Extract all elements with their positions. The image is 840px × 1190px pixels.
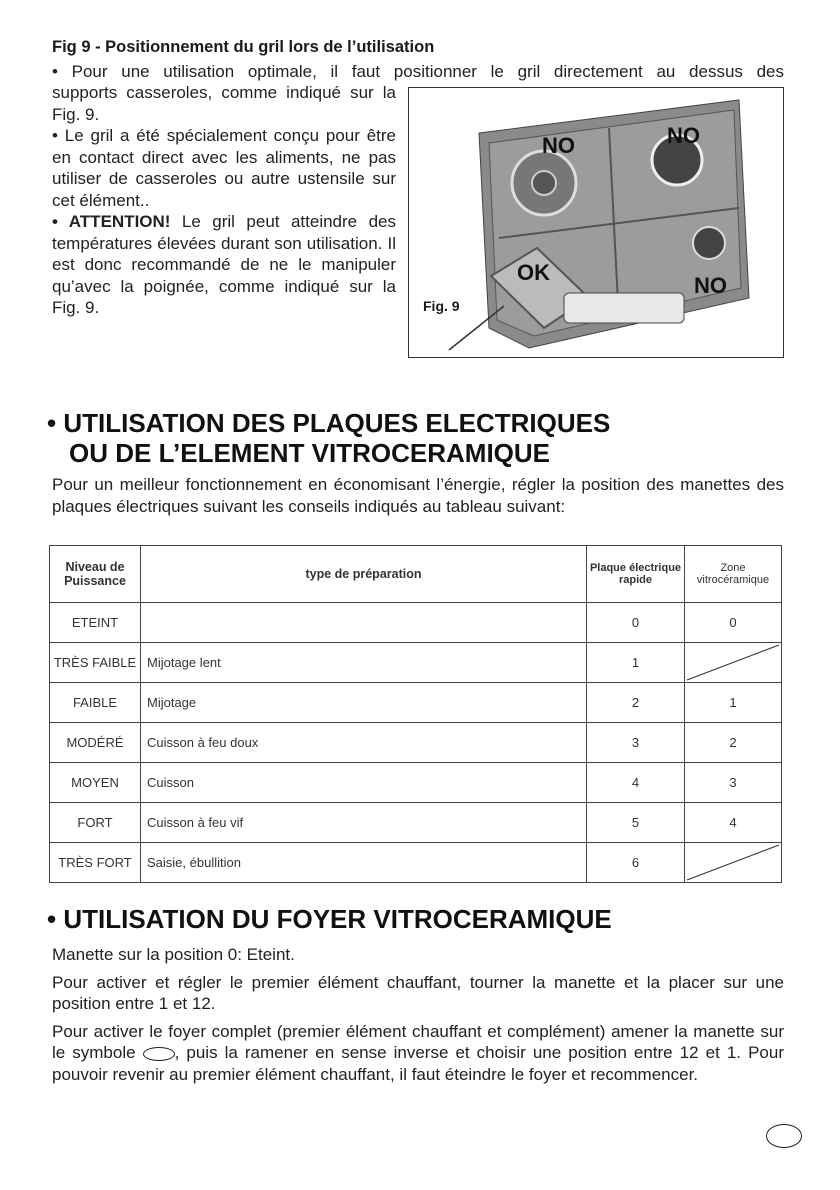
section2-p3 (52, 1021, 784, 1086)
power-level-table (49, 545, 782, 883)
prep-cell: Mijotage (141, 683, 587, 723)
table-row (50, 843, 782, 883)
section1-heading (47, 408, 610, 468)
zone-cell: 0 (685, 603, 782, 643)
section2-p2: Pour activer et régler le premier élément chauffant, tourner la manette et la placer sur une position entre 1 et 12. (52, 972, 784, 1013)
plaque-cell: 3 (587, 723, 685, 763)
plaque-cell: 4 (587, 763, 685, 803)
not-applicable-slash (685, 643, 781, 682)
prep-cell: Mijotage lent (141, 643, 587, 683)
oval-symbol-icon (143, 1047, 175, 1061)
attention-text: Le gril peut atteindre des températures élevées durant son utilisation. Il est donc recommandé de ne le manipuler qu’avec la poignée, comme indiqué sur la Fig. 9. (52, 212, 396, 317)
section1-title-line1: • UTILISATION DES PLAQUES ELECTRIQUES (47, 408, 611, 438)
table-row (50, 803, 782, 843)
section2-title: • UTILISATION DU FOYER VITROCERAMIQUE (47, 904, 612, 934)
prep-cell (141, 603, 587, 643)
level-cell: MODÉRÉ (50, 723, 141, 763)
prep-cell: Cuisson à feu doux (141, 723, 587, 763)
table-row (50, 603, 782, 643)
section1-body: Pour un meilleur fonctionnement en économisant l’énergie, régler la position des manettes des plaques électriques suivant les conseils indiqués au tableau suivant: (52, 475, 784, 516)
attention-label: • ATTENTION! (52, 212, 171, 231)
para-gril: • Le gril a été spécialement conçu pour être en contact direct avec les aliments, ne pas utiliser de casseroles ou autre ustensile sur cet élément.. (52, 126, 396, 210)
section2-p3b: , puis la ramener en sense inverse et choisir une position entre 12 et 1. Pour pouvoir revenir au premier élément chauffant, il faut éteindre le foyer et recommencer. (52, 1043, 784, 1084)
zone-cell: 2 (685, 723, 782, 763)
figure-text-column (52, 82, 396, 319)
figure-9-box (408, 87, 784, 358)
zone-cell: 4 (685, 803, 782, 843)
table-row (50, 683, 782, 723)
intro-line: • Pour une utilisation optimale, il faut positionner le gril directement au dessus des (52, 62, 784, 81)
section2-p1: Manette sur la position 0: Eteint. (52, 945, 295, 964)
level-cell: TRÈS FAIBLE (50, 643, 141, 683)
level-cell: FAIBLE (50, 683, 141, 723)
mark-no-3: NO (694, 273, 727, 298)
mark-no-1: NO (542, 133, 575, 158)
not-applicable-slash (685, 843, 781, 882)
mark-no-2: NO (667, 123, 700, 148)
mark-ok: OK (517, 260, 550, 285)
prep-cell: Cuisson à feu vif (141, 803, 587, 843)
section2-p3a: Pour activer le foyer complet (premier élément chauffant et complément) amener la manette sur le symbole (52, 1021, 784, 1062)
header-plaque: Plaque électrique rapide (587, 546, 685, 603)
plaque-cell: 2 (587, 683, 685, 723)
figure-label: Fig. 9 (423, 298, 460, 314)
para-attention (52, 211, 396, 319)
level-cell: ETEINT (50, 603, 141, 643)
plaque-cell: 1 (587, 643, 685, 683)
level-cell: MOYEN (50, 763, 141, 803)
header-prep: type de préparation (141, 546, 587, 603)
table-header-row (50, 546, 782, 603)
language-oval-icon (766, 1124, 802, 1148)
zone-cell (685, 643, 782, 683)
zone-cell: 1 (685, 683, 782, 723)
plaque-cell: 6 (587, 843, 685, 883)
plaque-cell: 5 (587, 803, 685, 843)
section2-body (52, 944, 784, 1091)
zone-cell: 3 (685, 763, 782, 803)
zone-cell (685, 843, 782, 883)
prep-cell: Cuisson (141, 763, 587, 803)
para-supports: supports casseroles, comme indiqué sur la Fig. 9. (52, 83, 396, 124)
header-zone: Zone vitrocéramique (685, 546, 782, 603)
prep-cell: Saisie, ébullition (141, 843, 587, 883)
header-level: Niveau de Puissance (50, 546, 141, 603)
figure-heading: Fig 9 - Positionnement du gril lors de l’utilisation (52, 38, 435, 56)
table-row (50, 723, 782, 763)
section1-title-line2: OU DE L’ELEMENT VITROCERAMIQUE (69, 438, 551, 468)
level-cell: FORT (50, 803, 141, 843)
plaque-cell: 0 (587, 603, 685, 643)
table-row (50, 763, 782, 803)
hob-illustration (409, 88, 783, 357)
level-cell: TRÈS FORT (50, 843, 141, 883)
table-row (50, 643, 782, 683)
